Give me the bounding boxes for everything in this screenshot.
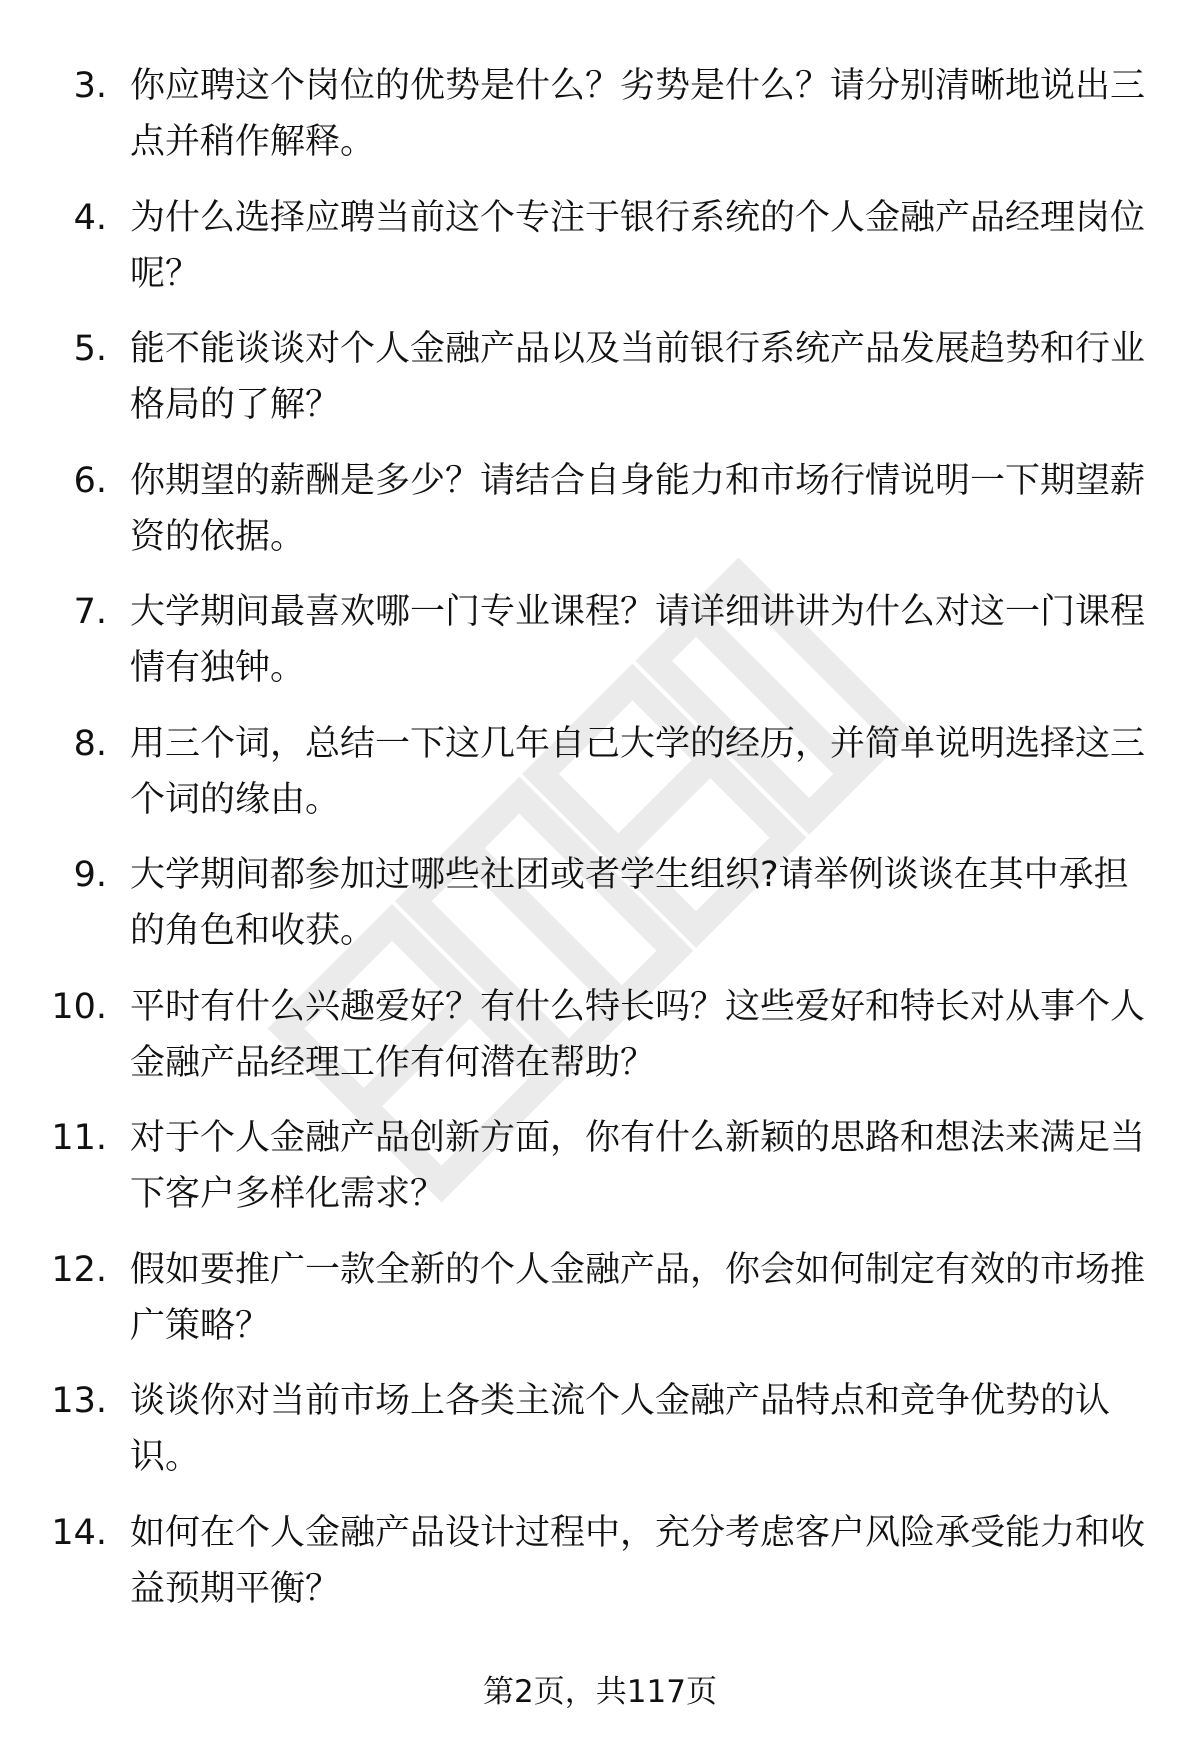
question-text: 假如要推广一款全新的个人金融产品，你会如何制定有效的市场推广策略？ <box>130 1249 1146 1346</box>
question-item <box>0 1373 1200 1505</box>
question-item <box>0 979 1200 1111</box>
question-number: 14. <box>51 1512 107 1553</box>
page-number-footer: 第2页，共117页 <box>483 1674 717 1710</box>
question-item <box>0 584 1200 716</box>
question-number: 9. <box>73 855 107 895</box>
question-text: 你应聘这个岗位的优势是什么？劣势是什么？请分别清晰地说出三点并稍作解释。 <box>130 66 1146 162</box>
question-number: 7. <box>73 592 107 632</box>
question-text: 用三个词，总结一下这几年自己大学的经历，并简单说明选择这三个词的缘由。 <box>130 723 1146 820</box>
question-text: 你期望的薪酬是多少？请结合自身能力和市场行情说明一下期望薪资的依据。 <box>130 460 1146 557</box>
question-text: 大学期间最喜欢哪一门专业课程？请详细讲讲为什么对这一门课程情有独钟。 <box>130 592 1146 688</box>
question-text: 对于个人金融产品创新方面，你有什么新颖的思路和想法来满足当下客户多样化需求？ <box>130 1118 1146 1214</box>
question-number: 4. <box>73 197 107 238</box>
question-list <box>0 58 1200 1636</box>
question-number: 13. <box>51 1381 107 1421</box>
question-item <box>0 190 1200 322</box>
question-text: 平时有什么兴趣爱好？有什么特长吗？这些爱好和特长对从事个人金融产品经理工作有何潜在帮助？ <box>130 986 1146 1083</box>
question-item <box>0 453 1200 585</box>
question-item <box>0 1505 1200 1637</box>
question-item <box>0 1242 1200 1374</box>
question-number: 6. <box>73 460 107 501</box>
question-text: 大学期间都参加过哪些社团或者学生组织?请举例谈谈在其中承担的角色和收获。 <box>130 855 1129 951</box>
question-text: 谈谈你对当前市场上各类主流个人金融产品特点和竞争优势的认识。 <box>130 1381 1111 1477</box>
question-item <box>0 716 1200 848</box>
question-item <box>0 847 1200 979</box>
question-text: 能不能谈谈对个人金融产品以及当前银行系统产品发展趋势和行业格局的了解？ <box>130 329 1146 425</box>
question-item <box>0 1110 1200 1242</box>
question-number: 8. <box>73 723 107 764</box>
question-number: 3. <box>73 66 107 106</box>
question-text: 如何在个人金融产品设计过程中，充分考虑客户风险承受能力和收益预期平衡？ <box>130 1512 1146 1609</box>
question-text: 为什么选择应聘当前这个专注于银行系统的个人金融产品经理岗位呢？ <box>130 197 1146 294</box>
question-item <box>0 321 1200 453</box>
question-item <box>0 58 1200 190</box>
question-number: 5. <box>73 329 107 369</box>
question-number: 12. <box>51 1249 107 1290</box>
question-number: 10. <box>51 986 107 1027</box>
question-number: 11. <box>51 1118 107 1158</box>
